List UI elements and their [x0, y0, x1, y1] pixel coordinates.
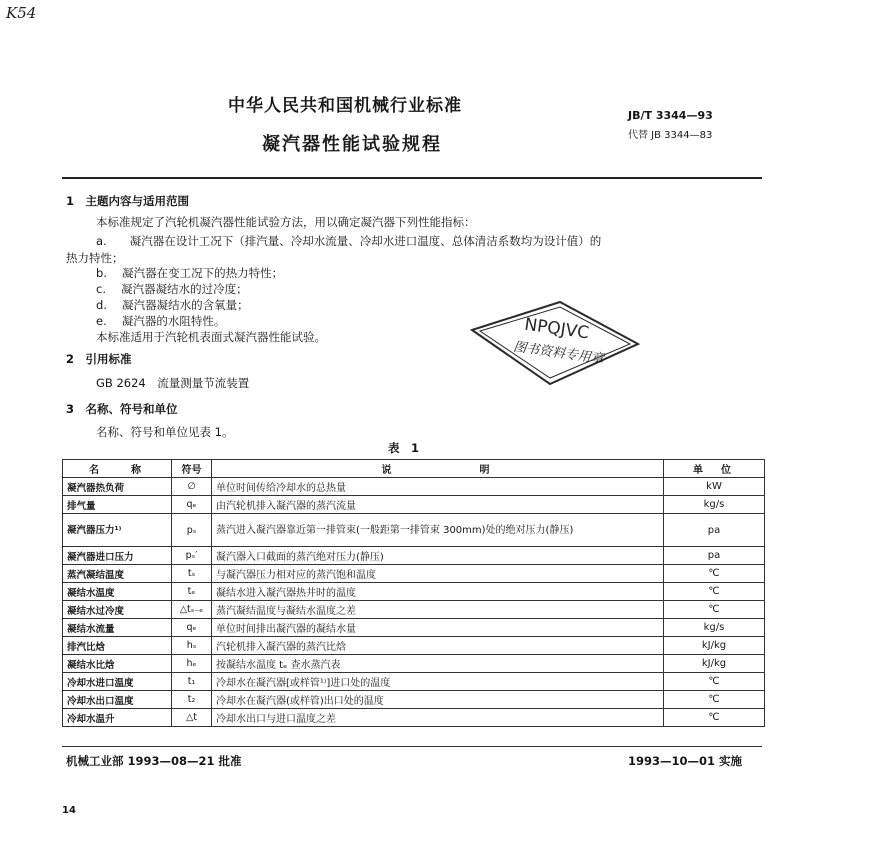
header-rule: [62, 177, 762, 179]
row-description: 冷却水在凝汽器[或样管¹⁾]进口处的温度: [212, 673, 664, 691]
footer-rule: [62, 746, 762, 747]
table-row: [63, 514, 765, 547]
table-row: [63, 496, 765, 514]
row-name: 冷却水出口温度: [63, 691, 172, 709]
row-name: 凝结水流量: [63, 619, 172, 637]
row-unit: ℃: [664, 583, 765, 601]
item-d: d. 凝汽器凝结水的含氧量；: [96, 298, 249, 312]
row-name: 凝结水过冷度: [63, 601, 172, 619]
header-unit: 单 位: [664, 460, 765, 478]
effective-date: 1993—10—01 实施: [628, 754, 743, 768]
table-row: [63, 478, 765, 496]
approval-date: 机械工业部 1993—08—21 批准: [66, 754, 242, 768]
table-row: [63, 619, 765, 637]
table-row: [63, 673, 765, 691]
row-symbol: qₑ: [172, 496, 212, 514]
section-3-intro: 名称、符号和单位见表 1。: [96, 425, 234, 439]
header-description: 说 明: [212, 460, 664, 478]
row-symbol: pₛ: [172, 514, 212, 547]
table-row: [63, 691, 765, 709]
row-name: 排气量: [63, 496, 172, 514]
row-name: 凝汽器压力¹⁾: [63, 514, 172, 547]
row-description: 单位时间传给冷却水的总热量: [212, 478, 664, 496]
row-unit: ℃: [664, 565, 765, 583]
item-a-line-1: a. 凝汽器在设计工况下（排汽量、冷却水流量、冷却水进口温度、总体清洁系数均为设计值）的: [96, 234, 602, 248]
row-unit: ℃: [664, 691, 765, 709]
row-symbol: qₑ: [172, 619, 212, 637]
table-header-row: [63, 460, 765, 478]
row-name: 凝结水比焓: [63, 655, 172, 673]
table-row: [63, 655, 765, 673]
table-row: [63, 709, 765, 727]
table-row: [63, 583, 765, 601]
row-description: 由汽轮机排入凝汽器的蒸汽流量: [212, 496, 664, 514]
row-name: 冷却水温升: [63, 709, 172, 727]
row-symbol: △t: [172, 709, 212, 727]
row-symbol: t₁: [172, 673, 212, 691]
row-symbol: hₛ: [172, 637, 212, 655]
table-row: [63, 601, 765, 619]
row-name: 排汽比焓: [63, 637, 172, 655]
stamp-inner-border: [480, 307, 630, 378]
stamp-border: [472, 302, 638, 384]
item-a-line-2: 热力特性；: [66, 251, 124, 265]
row-unit: kW: [664, 478, 765, 496]
row-unit: pa: [664, 547, 765, 565]
corner-mark: K54: [6, 4, 37, 22]
row-symbol: pₛ′: [172, 547, 212, 565]
row-symbol: △tₛ₋ₑ: [172, 601, 212, 619]
row-name: 凝汽器热负荷: [63, 478, 172, 496]
row-description: 蒸汽凝结温度与凝结水温度之差: [212, 601, 664, 619]
replaces-standard: 代替 JB 3344—83: [628, 130, 713, 141]
row-unit: ℃: [664, 673, 765, 691]
page-number: 14: [62, 805, 76, 816]
row-unit: kg/s: [664, 496, 765, 514]
stamp-code: NPQJVC: [523, 314, 591, 344]
table-row: [63, 547, 765, 565]
row-unit: kJ/kg: [664, 637, 765, 655]
row-description: 凝汽器入口截面的蒸汽绝对压力(静压): [212, 547, 664, 565]
document-title: 凝汽器性能试验规程: [262, 134, 442, 155]
stamp-label: 图书资料专用章: [512, 339, 605, 368]
row-name: 凝结水温度: [63, 583, 172, 601]
row-description: 蒸汽进入凝汽器靠近第一排管束(一般距第一排管束 300mm)处的绝对压力(静压): [212, 514, 664, 547]
item-c: c. 凝汽器凝结水的过冷度；: [96, 282, 248, 296]
library-stamp: [470, 300, 640, 386]
row-unit: kJ/kg: [664, 655, 765, 673]
standard-number: JB/T 3344—93: [628, 109, 713, 122]
section-1-heading: 1 主题内容与适用范围: [66, 194, 190, 208]
table-row: [63, 565, 765, 583]
row-unit: ℃: [664, 709, 765, 727]
row-symbol: hₑ: [172, 655, 212, 673]
scope-statement: 本标准适用于汽轮机表面式凝汽器性能试验。: [96, 330, 326, 344]
row-symbol: tₑ: [172, 583, 212, 601]
section-2-heading: 2 引用标准: [66, 352, 132, 366]
row-description: 单位时间排出凝汽器的凝结水量: [212, 619, 664, 637]
row-description: 汽轮机排入凝汽器的蒸汽比焓: [212, 637, 664, 655]
row-symbol: ∅: [172, 478, 212, 496]
row-name: 凝汽器进口压力: [63, 547, 172, 565]
row-description: 与凝汽器压力相对应的蒸汽饱和温度: [212, 565, 664, 583]
symbols-table: [62, 459, 765, 727]
row-description: 按凝结水温度 tₑ 查水蒸汽表: [212, 655, 664, 673]
section-1-intro: 本标准规定了汽轮机凝汽器性能试验方法，用以确定凝汽器下列性能指标：: [96, 215, 476, 229]
issuing-organization: 中华人民共和国机械行业标准: [228, 96, 462, 116]
row-symbol: t₂: [172, 691, 212, 709]
row-name: 蒸汽凝结温度: [63, 565, 172, 583]
section-3-heading: 3 名称、符号和单位: [66, 402, 178, 416]
row-description: 冷却水出口与进口温度之差: [212, 709, 664, 727]
header-symbol: 符号: [172, 460, 212, 478]
row-unit: pa: [664, 514, 765, 547]
referenced-standard: GB 2624 流量测量节流装置: [96, 376, 250, 390]
row-description: 凝结水进入凝汽器热井时的温度: [212, 583, 664, 601]
header-name: 名 称: [63, 460, 172, 478]
item-b: b. 凝汽器在变工况下的热力特性；: [96, 266, 284, 280]
row-unit: ℃: [664, 601, 765, 619]
row-unit: kg/s: [664, 619, 765, 637]
row-name: 冷却水进口温度: [63, 673, 172, 691]
row-symbol: tₛ: [172, 565, 212, 583]
item-e: e. 凝汽器的水阻特性。: [96, 314, 226, 328]
table-caption: 表 1: [388, 441, 420, 455]
table-row: [63, 637, 765, 655]
row-description: 冷却水在凝汽器(或样管)出口处的温度: [212, 691, 664, 709]
